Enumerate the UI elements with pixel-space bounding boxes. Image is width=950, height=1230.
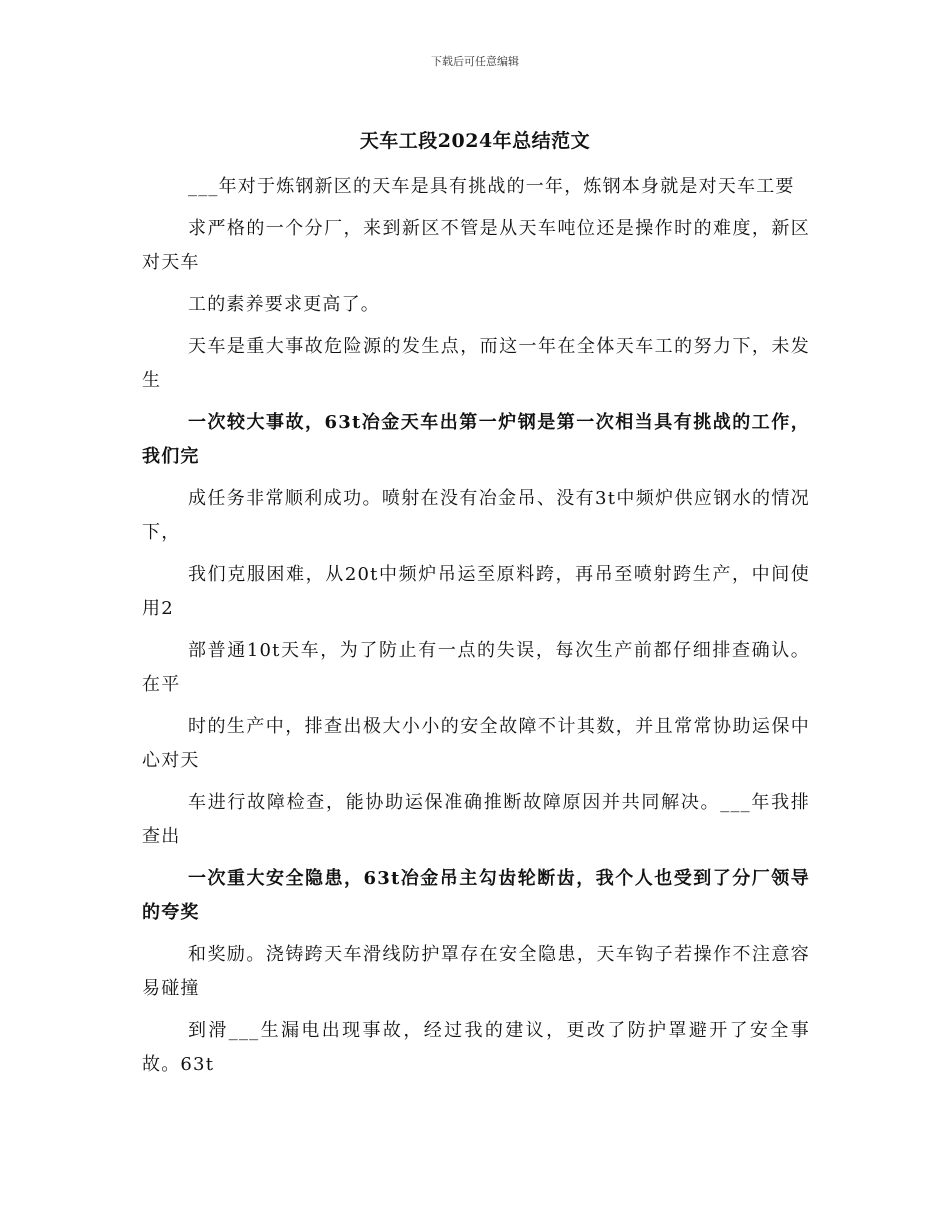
paragraph-11: 一次重大安全隐患，63t冶金吊主勾齿轮断齿，我个人也受到了分厂领导的夸奖 — [142, 868, 810, 923]
paragraph-1: ___年对于炼钢新区的天车是具有挑战的一年，炼钢本身就是对天车工要 — [188, 176, 795, 197]
paragraph-3: 工的素养要求更高了。 — [188, 294, 380, 315]
document-title: 天车工段2024年总结范文 — [359, 130, 591, 152]
document-body — [142, 170, 810, 1090]
page-header-note: 下载后可任意编辑 — [431, 55, 519, 68]
paragraph-4: 天车是重大事故危险源的发生点，而这一年在全体天车工的努力下，未发生 — [142, 336, 810, 391]
paragraph-12: 和奖励。浇铸跨天车滑线防护罩存在安全隐患，天车钩子若操作不注意容易碰撞 — [142, 944, 810, 999]
paragraph-13: 到滑___生漏电出现事故，经过我的建议，更改了防护罩避开了安全事故。63t — [142, 1020, 810, 1075]
paragraph-10: 车进行故障检查，能协助运保准确推断故障原因并共同解决。___年我排查出 — [142, 792, 810, 847]
paragraph-5: 一次较大事故，63t冶金天车出第一炉钢是第一次相当具有挑战的工作，我们完 — [142, 412, 810, 467]
paragraph-7: 我们克服困难，从20t中频炉吊运至原料跨，再吊至喷射跨生产，中间使用2 — [142, 564, 810, 619]
paragraph-8: 部普通10t天车，为了防止有一点的失误，每次生产前都仔细排查确认。在平 — [142, 640, 811, 695]
paragraph-2: 求严格的一个分厂，来到新区不管是从天车吨位还是操作时的难度，新区对天车 — [142, 218, 810, 273]
paragraph-9: 时的生产中，排查出极大小小的安全故障不计其数，并且常常协助运保中心对天 — [142, 716, 810, 771]
paragraph-6: 成任务非常顺利成功。喷射在没有冶金吊、没有3t中频炉供应钢水的情况下， — [142, 488, 810, 543]
